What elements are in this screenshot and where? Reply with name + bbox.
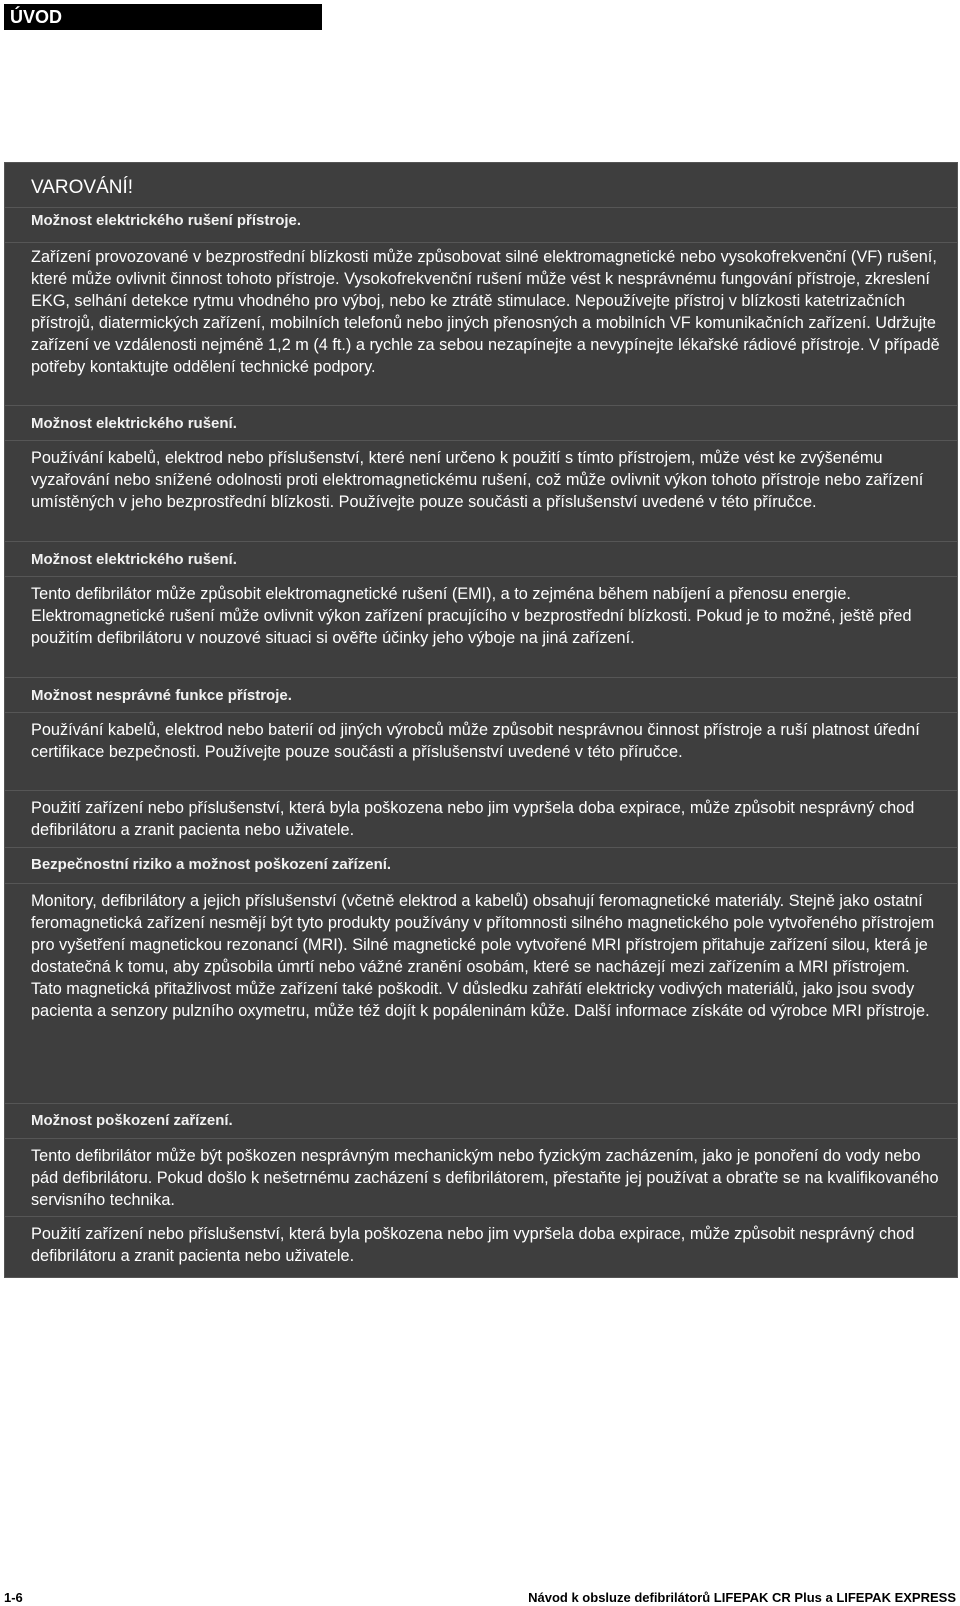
warning-heading-safety-risk: Bezpečnostní riziko a možnost poškození zařízení. xyxy=(31,856,392,873)
warning-paragraph-rf-interference: Zařízení provozované v bezprostřední blízkosti může způsobovat silné elektromagnetické nebo vysokofrekvenční (VF) rušení, které může ovlivnit činnost tohoto přístroje. Vysokofrekvenční rušení může vést k nesprávnému fungování přístroje, zkreslení EKG, selhání detekce rytmu vhodného pro výboj, nebo ke ztrátě stimulace. Nepoužívejte přístroj v blízkosti katetrizačních přístrojů, diatermických zařízení, mobilních telefonů nebo jiných přenosných a mobilních VF komunikačních zařízení. Udržujte zařízení ve vzdálenosti nejméně 1,2 m (4 ft.) a rychle za sebou nezapínejte a nevypínejte lékařské rádiové přístroje. V případě potřeby kontaktujte oddělení technické podpory. xyxy=(31,248,940,376)
warning-paragraph-third-party: Používání kabelů, elektrod nebo baterií od jiných výrobců může způsobit nesprávnou činnost přístroje a ruší platnost úřední certifikace bezpečnosti. Používejte pouze součásti a příslušenství uvedené v této příručce. xyxy=(31,721,920,761)
section-header-bar xyxy=(4,4,322,30)
divider xyxy=(5,405,957,406)
warning-paragraph-expired-repeat: Použití zařízení nebo příslušenství, která byla poškozena nebo jim vypršela doba expirace, může způsobit nesprávný chod defibrilátoru a zranit pacienta nebo uživatele. xyxy=(31,1225,915,1265)
warning-heading-emi-device: Možnost elektrického rušení přístroje. xyxy=(31,212,302,229)
warning-heading-emi-defibrillator: Možnost elektrického rušení. xyxy=(31,551,237,568)
divider xyxy=(5,847,957,848)
divider xyxy=(5,712,957,713)
warning-paragraph-emi-defibrillator: Tento defibrilátor může způsobit elektromagnetické rušení (EMI), a to zejména během nabíjení a přenosu energie. Elektromagnetické rušení může ovlivnit výkon zařízení pracujícího v bezprostřední blízkosti. Pokud je to možné, ještě před použitím defibrilátoru v nouzové situaci si ověřte účinky jeho výboje na jiná zařízení. xyxy=(31,585,912,647)
warning-title: VAROVÁNÍ! xyxy=(31,177,134,198)
warning-heading-emi-accessories: Možnost elektrického rušení. xyxy=(31,415,237,432)
divider xyxy=(5,1103,957,1104)
divider xyxy=(5,1138,957,1139)
divider xyxy=(5,677,957,678)
warning-heading-malfunction: Možnost nesprávné funkce přístroje. xyxy=(31,687,292,704)
page-number: 1-6 xyxy=(4,1590,23,1605)
warning-box xyxy=(4,162,958,1278)
warning-paragraph-mri: Monitory, defibrilátory a jejich příslušenství (včetně elektrod a kabelů) obsahují feromagnetické materiály. Stejně jako ostatní feromagnetická zařízení nesmějí být tyto produkty používány v přítomnosti silného magnetického pole vytvořeného přístrojem pro vyšetření magnetickou rezonancí (MRI). Silné magnetické pole vytvořené MRI přístrojem přitahuje zařízení silou, která je dostatečná k tomu, aby způsobila úmrtí nebo vážné zranění osobám, které se nacházejí mezi zařízením a MRI přístrojem. Tato magnetická přitažlivost může zařízení také poškodit. V důsledku zahřátí elektricky vodivých materiálů, jako jsou svody pacienta a senzory pulzního oxymetru, může též dojít k popáleninám kůže. Další informace získáte od výrobce MRI přístroje. xyxy=(31,892,935,1020)
divider xyxy=(5,790,957,791)
warning-paragraph-expired: Použití zařízení nebo příslušenství, která byla poškozena nebo jim vypršela doba expirace, může způsobit nesprávný chod defibrilátoru a zranit pacienta nebo uživatele. xyxy=(31,799,915,839)
divider xyxy=(5,242,957,243)
divider xyxy=(5,883,957,884)
warning-heading-damage: Možnost poškození zařízení. xyxy=(31,1112,233,1129)
warning-paragraph-accessories: Používání kabelů, elektrod nebo příslušenství, které není určeno k použití s tímto přístrojem, může vést ke zvýšenému vyzařování nebo snížené odolnosti proti elektromagnetickému rušení, což může ovlivnit výkon tohoto přístroje nebo zařízení umístěných v jeho bezprostřední blízkosti. Používejte pouze součásti a příslušenství uvedené v této příručce. xyxy=(31,449,924,511)
divider xyxy=(5,440,957,441)
warning-paragraph-mechanical-damage: Tento defibrilátor může být poškozen nesprávným mechanickým nebo fyzickým zacházením, jako je ponoření do vody nebo pád defibrilátoru. Pokud došlo k nešetrnému zacházení s defibrilátorem, přestaňte jej používat a obraťte se na kvalifikovaného servisního technika. xyxy=(31,1147,939,1209)
section-title: ÚVOD xyxy=(10,7,63,27)
divider xyxy=(5,576,957,577)
document-title: Návod k obsluze defibrilátorů LIFEPAK CR Plus a LIFEPAK EXPRESS xyxy=(528,1590,956,1605)
divider xyxy=(5,207,957,208)
divider xyxy=(5,1216,957,1217)
divider xyxy=(5,541,957,542)
